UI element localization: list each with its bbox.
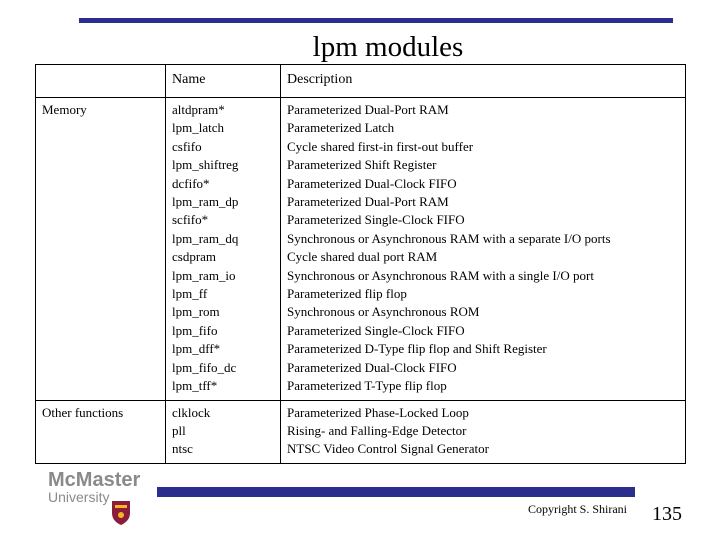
list-item: Rising- and Falling-Edge Detector <box>287 422 467 438</box>
list-item: Parameterized Shift Register <box>287 157 437 173</box>
list-item: Cycle shared first-in first-out buffer <box>287 138 474 154</box>
names-cell <box>166 400 281 463</box>
list-item: lpm_ram_io <box>172 267 236 283</box>
list-item: lpm_tff* <box>172 378 218 394</box>
list-item: ntsc <box>172 441 193 457</box>
list-item: Parameterized Latch <box>287 120 395 136</box>
table-header-row <box>36 65 686 98</box>
mcmaster-logo <box>40 465 150 527</box>
list-item: Parameterized Dual-Port RAM <box>287 102 449 117</box>
header-category <box>36 65 166 98</box>
list-item: altdpram* <box>172 102 225 117</box>
list-item: Synchronous or Asynchronous RAM with a single I/O port <box>287 267 594 283</box>
list-item: Synchronous or Asynchronous ROM <box>287 304 480 320</box>
list-item: dcfifo* <box>172 175 210 191</box>
logo-wordmark: McMaster <box>48 469 141 491</box>
descriptions-cell <box>281 98 686 401</box>
list-item: lpm_latch <box>172 120 224 136</box>
header-description: Description <box>281 65 686 98</box>
table-row-memory <box>36 98 686 401</box>
list-item: lpm_shiftreg <box>172 157 239 173</box>
list-item: pll <box>172 422 186 438</box>
list-item: Parameterized Phase-Locked Loop <box>287 404 469 420</box>
list-item: lpm_fifo <box>172 322 218 338</box>
descriptions-cell <box>281 400 686 463</box>
list-item: lpm_dff* <box>172 341 221 357</box>
category-cell: Other functions <box>36 400 166 463</box>
list-item: lpm_rom <box>172 304 220 320</box>
list-item: lpm_ff <box>172 286 208 302</box>
names-cell <box>166 98 281 401</box>
list-item: Parameterized Dual-Port RAM <box>287 194 449 210</box>
list-item: Cycle shared dual port RAM <box>287 249 438 265</box>
list-item: Parameterized Single-Clock FIFO <box>287 322 465 338</box>
list-item: Parameterized D-Type flip flop and Shift Register <box>287 341 547 357</box>
category-cell: Memory <box>36 98 166 401</box>
header-name: Name <box>166 65 281 98</box>
list-item: NTSC Video Control Signal Generator <box>287 441 489 457</box>
list-item: Parameterized Dual-Clock FIFO <box>287 359 457 375</box>
top-rule <box>79 18 673 23</box>
list-item: Parameterized Dual-Clock FIFO <box>287 175 457 191</box>
list-item: csfifo <box>172 138 202 154</box>
bottom-rule <box>157 487 635 497</box>
list-item: Synchronous or Asynchronous RAM with a separate I/O ports <box>287 230 611 246</box>
crest-icon <box>112 501 130 525</box>
copyright-text: Copyright S. Shirani <box>528 502 628 516</box>
list-item: lpm_fifo_dc <box>172 359 237 375</box>
list-item: scfifo* <box>172 212 209 228</box>
logo-subtitle: University <box>48 489 110 505</box>
list-item: csdpram <box>172 249 217 265</box>
list-item: lpm_ram_dq <box>172 230 239 246</box>
table-row-other-functions <box>36 400 686 463</box>
list-item: Parameterized T-Type flip flop <box>287 378 447 394</box>
page-title: lpm modules <box>312 31 464 63</box>
list-item: Parameterized flip flop <box>287 286 407 302</box>
list-item: Parameterized Single-Clock FIFO <box>287 212 465 228</box>
lpm-modules-table <box>35 64 686 464</box>
page-number: 135 <box>652 503 682 525</box>
list-item: lpm_ram_dp <box>172 194 239 210</box>
list-item: clklock <box>172 404 211 420</box>
